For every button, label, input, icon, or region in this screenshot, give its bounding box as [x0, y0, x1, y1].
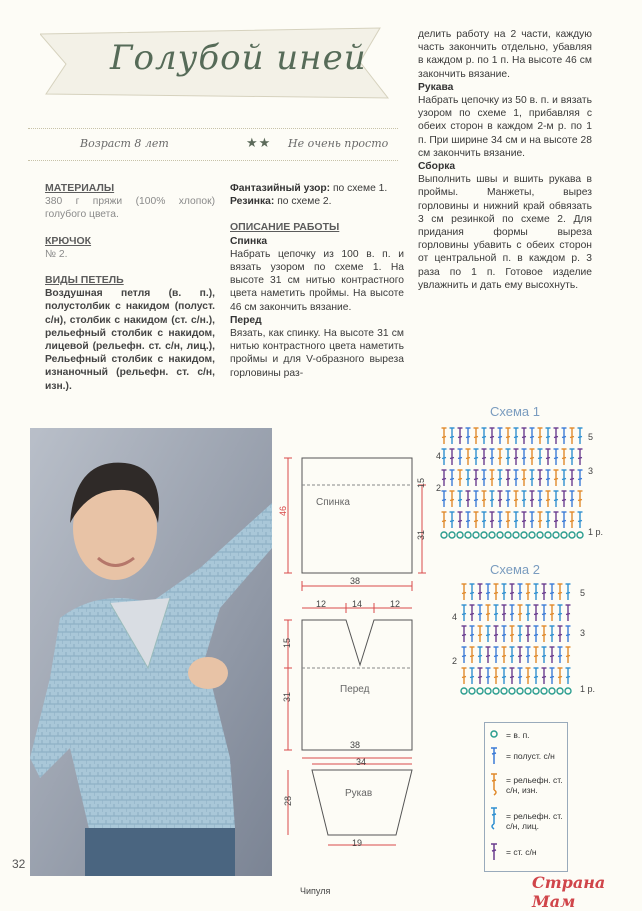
chain-stitch-icon [525, 688, 531, 694]
stitch-symbol [542, 668, 547, 684]
stitch-symbol [546, 449, 551, 465]
stitch-symbol [534, 626, 539, 642]
stitch-symbol [538, 491, 543, 507]
stitch-symbol [514, 449, 519, 465]
stitch-symbol [558, 626, 563, 642]
stitch-symbol [526, 584, 531, 600]
stitch-symbol [566, 605, 571, 621]
fancy-pattern-label: Фантазийный узор: [230, 183, 331, 194]
stitch-symbol [506, 491, 511, 507]
stitch-symbol [502, 647, 507, 663]
stitch-symbol [538, 428, 543, 444]
stitch-symbol [538, 512, 543, 528]
front-title: Перед [230, 314, 262, 326]
chain-stitch-icon [553, 532, 559, 538]
stitch-symbol [462, 668, 467, 684]
stitch-symbol [518, 584, 523, 600]
stitch-symbol [490, 512, 495, 528]
stitch-symbol [486, 584, 491, 600]
back-text: Набрать цепочку из 100 в. п. и вязать узором по схеме 1. На высоте 31 см нитью контрастного цвета наметить проймы. На высоте 46 см закончить вязание. [230, 248, 404, 313]
stitch-symbol [558, 605, 563, 621]
stitch-symbol [550, 626, 555, 642]
stitch-symbol [458, 470, 463, 486]
stitch-symbol [558, 668, 563, 684]
difficulty-stars: ★★ [246, 135, 272, 150]
legend-chain: = в. п. [506, 730, 530, 740]
stitch-symbol [442, 428, 447, 444]
stitch-symbol [542, 626, 547, 642]
stitch-symbol [462, 605, 467, 621]
right-column [418, 28, 592, 292]
chain-stitch-icon [461, 688, 467, 694]
stitch-symbol [522, 428, 527, 444]
back-title: Спинка [230, 235, 268, 247]
page-number: 32 [12, 857, 26, 871]
stitch-symbol [486, 647, 491, 663]
garment-schematic [276, 440, 436, 880]
stitch-symbol [510, 647, 515, 663]
chain-stitch-icon [441, 532, 447, 538]
stitch-symbol [550, 647, 555, 663]
back-width-dim: 38 [350, 576, 361, 586]
stitch-symbol [450, 470, 455, 486]
schema1-row-1: 1 р. [588, 527, 604, 537]
stitch-symbol [462, 626, 467, 642]
stitch-symbol [474, 491, 479, 507]
divider [28, 128, 398, 129]
front-neck-dim: 15 [282, 637, 293, 649]
stitch-symbol [494, 647, 499, 663]
stitch-symbol [542, 584, 547, 600]
stitch-symbol [498, 428, 503, 444]
stitch-symbol [466, 449, 471, 465]
legend-symbols [486, 726, 502, 866]
stitch-symbol [526, 626, 531, 642]
stitch-symbol [498, 491, 503, 507]
sleeve-top-dim: 34 [356, 757, 367, 767]
stitch-symbol [442, 449, 447, 465]
schema1-row-5: 5 [588, 432, 594, 442]
hook-text: № 2. [45, 248, 68, 260]
stitch-symbol [506, 428, 511, 444]
assembly-text: Выполнить швы и вшить рукава в проймы. Манжеты, вырез горловины и нижний край обвязать 3 см резинкой по схеме 2. Для придания формы выреза горловины убавить с обеих сторон от центральной п. в каждом р. 3 раза по 1 п. Готовое изделие увлажнить и дать ему высохнуть. [418, 174, 592, 291]
stitch-symbol [578, 470, 583, 486]
sleeve-title: Рукава [418, 81, 454, 93]
stitch-symbol [570, 428, 575, 444]
schema2-row-5: 5 [580, 588, 586, 598]
stitch-symbol [514, 491, 519, 507]
stitch-symbol [474, 470, 479, 486]
legend-dc: = ст. с/н [506, 847, 537, 857]
stitch-symbol [482, 470, 487, 486]
stitch-symbol [506, 470, 511, 486]
rib-pattern-text: по схеме 2. [274, 196, 332, 208]
stitch-symbol [478, 647, 483, 663]
half-double-crochet-icon [491, 748, 497, 764]
schema1-chart [440, 424, 586, 546]
page-title: Голубой иней [110, 38, 367, 78]
front-post-dc-icon [491, 808, 497, 829]
stitch-symbol [470, 626, 475, 642]
schema1-row-2: 2 [436, 483, 442, 493]
schema2-chart [460, 580, 578, 702]
chain-stitch-icon [569, 532, 575, 538]
stitch-symbol [474, 428, 479, 444]
stitch-symbol [578, 428, 583, 444]
legend-half-dc: = полуст. с/н [506, 751, 555, 761]
stitch-symbol [558, 584, 563, 600]
chain-stitch-icon [549, 688, 555, 694]
stitch-symbol [498, 449, 503, 465]
age-label: Возраст 8 лет [80, 137, 169, 150]
stitch-symbol [498, 470, 503, 486]
stitch-symbol [490, 470, 495, 486]
double-crochet-icon [491, 844, 497, 860]
stitch-symbol [506, 449, 511, 465]
stitch-symbol [530, 491, 535, 507]
chain-stitch-icon [577, 532, 583, 538]
stitch-symbol [442, 512, 447, 528]
chain-stitch-icon [561, 532, 567, 538]
stitch-symbol [478, 626, 483, 642]
stitch-symbol [522, 470, 527, 486]
schema2-row-4: 4 [452, 612, 458, 622]
stitch-symbol [466, 470, 471, 486]
stitch-symbol [490, 428, 495, 444]
stitch-symbol [478, 605, 483, 621]
fancy-pattern-text: по схеме 1. [330, 183, 388, 194]
front-lower-dim: 31 [282, 691, 293, 703]
stitch-symbol [498, 512, 503, 528]
magazine-name: Чипуля [300, 886, 331, 896]
stitch-symbol [518, 668, 523, 684]
schema1-title: Схема 1 [490, 404, 540, 419]
middle-column [230, 182, 404, 380]
stitch-symbol [534, 605, 539, 621]
schema2-row-1: 1 р. [580, 684, 596, 694]
stitch-symbol [534, 668, 539, 684]
stitch-symbol [570, 470, 575, 486]
front-text: Вязать, как спинку. На высоте 31 см нитью контрастного цвета наметить проймы и для V-образного выреза горловины раз- [230, 328, 404, 379]
back-post-dc-icon [491, 774, 497, 795]
chain-stitch-icon [493, 688, 499, 694]
stitch-symbol [530, 512, 535, 528]
chain-stitch-icon [505, 532, 511, 538]
stitch-symbol [546, 470, 551, 486]
stitch-symbol [458, 428, 463, 444]
stitch-symbol [450, 428, 455, 444]
stitch-symbol [538, 449, 543, 465]
difficulty-label: Не очень просто [288, 137, 389, 150]
front-piece-label: Перед [340, 684, 370, 695]
stitch-symbol [550, 605, 555, 621]
stitch-symbol [510, 605, 515, 621]
front-top-right-dim: 12 [390, 599, 401, 609]
stitch-symbol [566, 584, 571, 600]
stitch-symbol [562, 491, 567, 507]
hook-heading: КРЮЧОК [45, 234, 92, 247]
stitch-symbol [554, 449, 559, 465]
schema2-title: Схема 2 [490, 562, 540, 577]
stitch-symbol [550, 668, 555, 684]
stitch-symbol [506, 512, 511, 528]
legend-back-post: = рельефн. ст. с/н, изн. [506, 775, 563, 795]
stitch-symbol [466, 512, 471, 528]
stitch-symbol [546, 512, 551, 528]
stitch-symbol [546, 428, 551, 444]
rib-pattern-label: Резинка: [230, 196, 275, 208]
stitch-symbol [538, 470, 543, 486]
stitch-symbol [458, 491, 463, 507]
front-top-mid-dim: 14 [352, 599, 363, 609]
stitch-symbol [514, 470, 519, 486]
chain-stitch-icon [545, 532, 551, 538]
chain-stitch-icon [473, 532, 479, 538]
description-heading: ОПИСАНИЕ РАБОТЫ [230, 221, 340, 234]
legend-front-post: = рельефн. ст. с/н, лиц. [506, 811, 563, 831]
materials-section [45, 182, 215, 393]
materials-heading: МАТЕРИАЛЫ [45, 182, 115, 194]
chain-stitch-icon [517, 688, 523, 694]
stitch-symbol [554, 428, 559, 444]
stitch-symbol [494, 626, 499, 642]
stitch-symbol [562, 470, 567, 486]
stitch-symbol [522, 449, 527, 465]
schema1-row-3: 3 [588, 466, 594, 476]
stitch-symbol [470, 668, 475, 684]
stitch-symbol [450, 449, 455, 465]
chain-stitch-icon [481, 532, 487, 538]
stitch-symbol [470, 647, 475, 663]
schema1-row-4: 4 [436, 451, 442, 461]
front-width-dim: 38 [350, 740, 361, 750]
chain-stitch-icon [533, 688, 539, 694]
chain-stitch-icon [501, 688, 507, 694]
stitch-symbol [494, 668, 499, 684]
stitch-symbol [450, 512, 455, 528]
chain-stitch-icon [469, 688, 475, 694]
stitch-symbol [486, 626, 491, 642]
stitch-symbol [578, 491, 583, 507]
stitch-symbol [570, 491, 575, 507]
stitch-symbol [542, 605, 547, 621]
stitch-symbol [486, 668, 491, 684]
stitch-symbol [522, 512, 527, 528]
stitch-symbol [474, 512, 479, 528]
stitch-symbol [466, 491, 471, 507]
sleeve-bottom-dim: 19 [352, 838, 363, 848]
stitch-symbol [546, 491, 551, 507]
model-photo [30, 428, 272, 876]
brand-watermark: Страна Мам [532, 873, 606, 911]
stitch-symbol [518, 647, 523, 663]
stitch-symbol [490, 491, 495, 507]
chain-stitch-icon [513, 532, 519, 538]
chain-stitch-icon [477, 688, 483, 694]
stitch-symbol [514, 512, 519, 528]
stitch-symbol [470, 584, 475, 600]
chain-stitch-icon [465, 532, 471, 538]
stitch-symbol [542, 647, 547, 663]
back-piece-label: Спинка [316, 497, 350, 508]
stitch-symbol [518, 626, 523, 642]
sleeve-height-dim: 28 [283, 795, 294, 807]
stitch-symbol [558, 647, 563, 663]
stitch-symbol [482, 491, 487, 507]
sleeve-text: Набрать цепочку из 50 в. п. и вязать узором по схеме 1, прибавляя с обеих сторон в каждом 2-м р. по 1 п. При ширине 34 см и на высоте 28 см закончить вязание. [418, 95, 592, 159]
materials-text: 380 г пряжи (100% хлопок) голубого цвета. [45, 196, 215, 221]
stitch-symbol [482, 512, 487, 528]
stitch-symbol [570, 512, 575, 528]
stitch-symbol [534, 647, 539, 663]
stitch-symbol [482, 449, 487, 465]
stitch-symbol [534, 584, 539, 600]
stitch-symbol [458, 449, 463, 465]
stitch-symbol [578, 512, 583, 528]
sleeve-piece-label: Рукав [345, 788, 373, 799]
stitch-symbol [462, 647, 467, 663]
chain-stitch-icon [521, 532, 527, 538]
back-height-dim: 46 [278, 505, 289, 517]
chain-stitch-icon [537, 532, 543, 538]
stitch-symbol [566, 626, 571, 642]
stitch-symbol [566, 668, 571, 684]
stitch-symbol [530, 470, 535, 486]
stitch-symbol [466, 428, 471, 444]
stitch-symbol [518, 605, 523, 621]
sleeve-outline [312, 770, 412, 835]
stitch-symbol [514, 428, 519, 444]
stitch-symbol [570, 449, 575, 465]
stitch-symbol [562, 449, 567, 465]
stitch-symbol [490, 449, 495, 465]
stitch-symbol [502, 668, 507, 684]
chain-stitch-icon [485, 688, 491, 694]
assembly-title: Сборка [418, 161, 456, 173]
chain-stitch-icon [449, 532, 455, 538]
chain-stitch-icon [489, 532, 495, 538]
stitch-symbol [510, 626, 515, 642]
chain-stitch-icon [541, 688, 547, 694]
stitch-symbol [502, 605, 507, 621]
chain-stitch-icon [497, 532, 503, 538]
stitch-symbol [474, 449, 479, 465]
stitch-symbol [554, 470, 559, 486]
stitch-symbol [562, 512, 567, 528]
stitch-symbol [510, 668, 515, 684]
stitch-symbol [526, 605, 531, 621]
stitch-symbol [526, 647, 531, 663]
stitch-symbol [530, 449, 535, 465]
stitch-symbol [566, 647, 571, 663]
stitch-symbol [478, 668, 483, 684]
back-piece-outline [302, 458, 412, 573]
stitch-symbol [462, 584, 467, 600]
chain-stitch-icon [557, 688, 563, 694]
stitch-symbol [470, 605, 475, 621]
stitch-symbol [478, 584, 483, 600]
front-text-continued: делить работу на 2 части, каждую часть закончить отдельно, убавляя в каждом р. по 1 п. На высоте 46 см закончить вязание. [418, 29, 592, 80]
stitch-symbol [522, 491, 527, 507]
back-armhole-dim: 15 [416, 477, 427, 489]
stitch-symbol [450, 491, 455, 507]
stitch-symbol [554, 491, 559, 507]
stitch-symbol [494, 584, 499, 600]
schema2-row-3: 3 [580, 628, 586, 638]
chain-stitch-icon [509, 688, 515, 694]
stitches-heading: ВИДЫ ПЕТЕЛЬ [45, 274, 124, 287]
chain-stitch-icon [529, 532, 535, 538]
stitch-symbol [502, 584, 507, 600]
stitch-symbol [494, 605, 499, 621]
stitches-text: Воздушная петля (в. п.), полустолбик с накидом (полуст. с/н), столбик с накидом (ст. с/н.), рельефный столбик с накидом, лицевой (рельефн. ст. с/н, лиц.), Рельефный столбик с накидом, изнаночный (рельефн. ст. с/н, изн.). [45, 288, 215, 392]
stitch-symbol [526, 668, 531, 684]
stitch-symbol [554, 512, 559, 528]
stitch-symbol [562, 428, 567, 444]
back-lower-dim: 31 [416, 529, 427, 541]
stitch-symbol [530, 428, 535, 444]
chain-stitch-icon [457, 532, 463, 538]
stitch-symbol [442, 470, 447, 486]
stitch-symbol [486, 605, 491, 621]
front-top-left-dim: 12 [316, 599, 327, 609]
stitch-symbol [482, 428, 487, 444]
stitch-symbol [442, 491, 447, 507]
chain-stitch-icon [491, 731, 497, 737]
schema2-row-2: 2 [452, 656, 458, 666]
chain-stitch-icon [565, 688, 571, 694]
stitch-symbol [502, 626, 507, 642]
stitch-symbol [458, 512, 463, 528]
stitch-symbol [578, 449, 583, 465]
stitch-symbol [550, 584, 555, 600]
stitch-symbol [510, 584, 515, 600]
divider [28, 160, 398, 161]
